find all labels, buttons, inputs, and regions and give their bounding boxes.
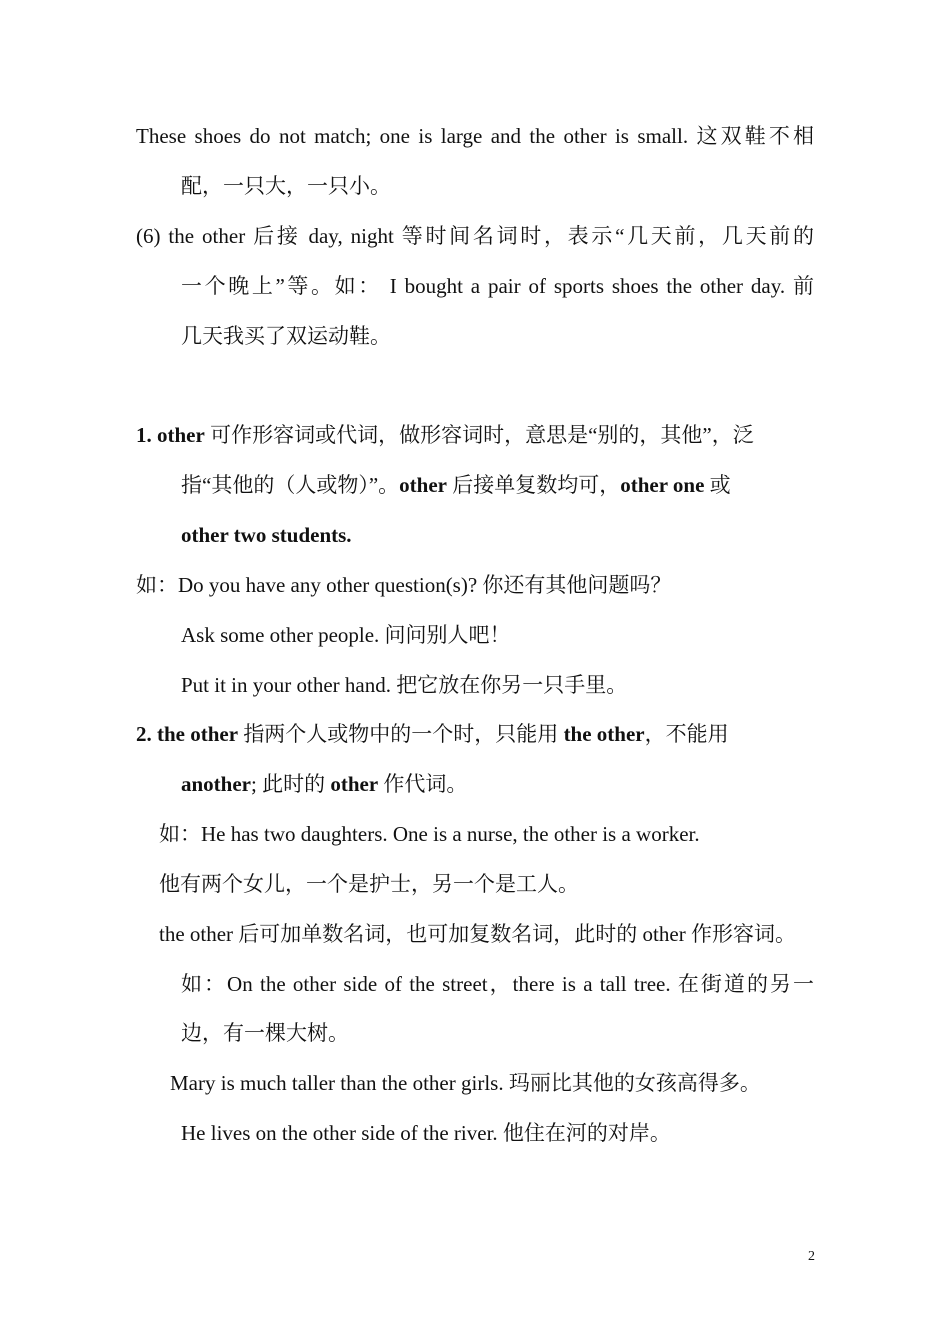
text-span: 作代词。 — [378, 772, 468, 796]
example-line: 他有两个女儿，一个是护士，另一个是工人。 — [159, 872, 579, 896]
paragraph-line — [181, 769, 467, 799]
paragraph-line — [181, 520, 352, 550]
paragraph-line: These shoes do not match; one is large and the other is small. 这双鞋不相 — [136, 124, 814, 148]
paragraph-line: 配，一只大，一只小。 — [181, 174, 391, 198]
example-line: the other 后可加单数名词，也可加复数名词，此时的 other 作形容词。 — [159, 922, 796, 946]
example-line: 如：Do you have any other question(s)? 你还有其他问题吗？ — [136, 573, 672, 597]
example-line: Ask some other people. 问问别人吧！ — [181, 623, 511, 647]
bold-term: other two students. — [181, 523, 352, 547]
example-line: 边，有一棵大树。 — [181, 1021, 349, 1045]
example-line: He lives on the other side of the river. 他住在河的对岸。 — [181, 1121, 671, 1145]
bold-term: the other — [563, 722, 645, 746]
paragraph-line: 几天我买了双运动鞋。 — [181, 324, 391, 348]
paragraph-line — [181, 470, 814, 500]
bold-term: other — [330, 772, 379, 796]
text-span: ; 此时的 — [251, 772, 331, 796]
text-span: ，不能用 — [644, 722, 729, 746]
example-line: 如：He has two daughters. One is a nurse, the other is a worker. — [159, 822, 700, 846]
section-number: 1. other — [136, 423, 205, 447]
section-heading-1 — [136, 420, 814, 450]
bold-term: other one — [620, 473, 705, 497]
page-number: 2 — [808, 1249, 815, 1264]
text-span: 后接单复数均可， — [446, 473, 621, 497]
text-span: 指两个人或物中的一个时，只能用 — [238, 722, 564, 746]
section-number: 2. the other — [136, 722, 239, 746]
section-heading-2 — [136, 719, 814, 749]
bold-term: another — [181, 772, 251, 796]
section-text: 可作形容词或代词，做形容词时，意思是“别的，其他”，泛 — [204, 423, 754, 447]
example-line: 如：On the other side of the street，there is a tall tree. 在街道的另一 — [181, 972, 814, 996]
text-span: 指“其他的（人或物）”。 — [181, 473, 400, 497]
example-line: Mary is much taller than the other girls. 玛丽比其他的女孩高得多。 — [170, 1071, 761, 1095]
text-span: 或 — [704, 473, 731, 497]
paragraph-line: 一个晚上”等。如： I bought a pair of sports shoes the other day. 前 — [181, 274, 814, 298]
example-line: Put it in your other hand. 把它放在你另一只手里。 — [181, 673, 628, 697]
paragraph-line: (6) the other 后接 day, night 等时间名词时，表示“几天前，几天前的 — [136, 224, 814, 248]
bold-term: other — [399, 473, 447, 497]
